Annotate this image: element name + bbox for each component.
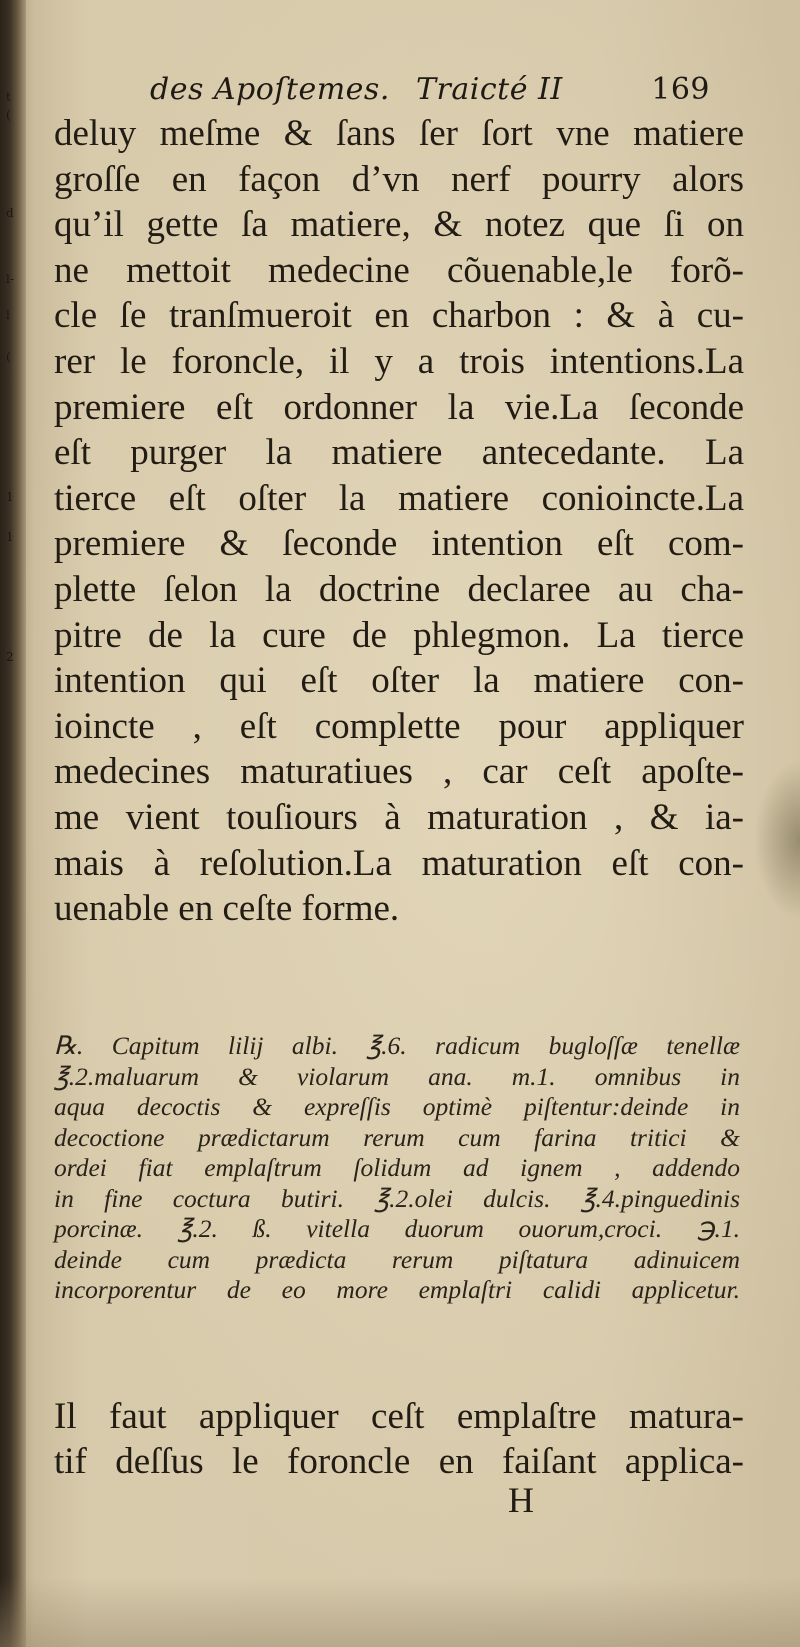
gutter-letter: (: [6, 108, 11, 122]
text-line: uenable en ceſte forme.: [54, 888, 400, 930]
text-line: medecines maturatiues , car ceſt apoſte-: [54, 751, 744, 793]
text-line: tif deſſus le foroncle en faiſant applica-: [54, 1441, 744, 1482]
page-bottom-shade: [0, 1577, 800, 1647]
gutter-letter: 1: [6, 490, 14, 504]
gutter-letter: l-: [6, 272, 14, 286]
recipe-line: ℞. Capitum lilij albi. ℥.6. radicum bugloſſæ tenellæ: [54, 1031, 740, 1060]
text-line: Il faut appliquer ceſt emplaſtre matura-: [54, 1396, 744, 1437]
header-title: des Apoſtemes.: [150, 72, 390, 107]
text-line: rer le foroncle, il y a trois intentions.La: [54, 340, 744, 382]
text-line: plette ſelon la doctrine declaree au cha-: [54, 568, 744, 610]
text-line: ioincte , eſt complette pour appliquer: [54, 705, 744, 747]
text-line: eſt purger la matiere antecedante. La: [54, 432, 744, 474]
text-line: pitre de la cure de phlegmon. La tierce: [54, 614, 744, 656]
recipe-block: [54, 1031, 740, 1306]
gutter-letter: 1: [6, 530, 14, 544]
recipe-line: incorporentur de eo more emplaſtri calidi applicetur.: [54, 1275, 740, 1304]
text-line: qu’il gette ſa matiere, & notez que ſi on: [54, 204, 744, 246]
text-line: groſſe en façon d’vn nerf pourry alors: [54, 158, 744, 200]
gutter-letter: t: [6, 90, 11, 104]
text-line: deluy meſme & ſans ſer ſort vne matiere: [54, 113, 744, 154]
page-stain: [754, 760, 800, 920]
text-line: tierce eſt oſter la matiere conioincte.La: [54, 477, 744, 519]
gutter-letter: d: [6, 206, 14, 220]
binding-gutter: [0, 0, 26, 1647]
recipe-line: in fine coctura butiri. ℥.2.olei dulcis. ℥.4.pinguedinis: [54, 1183, 740, 1213]
text-line: me vient touſiours à maturation , & ia-: [54, 796, 744, 838]
text-line: premiere eſt ordonner la vie.La ſeconde: [54, 386, 744, 428]
header-treatise: Traicté II: [416, 72, 563, 107]
gutter-letter: 2: [6, 650, 14, 664]
recipe-line: porcinæ. ℥.2. ß. vitella duorum ouorum,croci. ℈.1.: [54, 1214, 740, 1243]
recipe-line: ordei fiat emplaſtrum ſolidum ad ignem , addendo: [54, 1153, 740, 1182]
recipe-line: aqua decoctis & expreſſis optimè piſtentur:deinde in: [54, 1092, 740, 1121]
text-line: mais à reſolution.La maturation eſt con-: [54, 842, 744, 884]
page-number: 169: [651, 72, 710, 107]
recipe-line: decoctione prædictarum rerum cum farina tritici &: [54, 1122, 740, 1152]
main-paragraph: [54, 111, 744, 932]
gutter-letter: (: [6, 350, 11, 364]
running-header: [150, 72, 710, 116]
text-line: intention qui eſt oſter la matiere con-: [54, 660, 744, 702]
signature-mark: H: [508, 1480, 534, 1520]
gutter-letter: l: [6, 308, 10, 322]
text-line: cle ſe tranſmueroit en charbon : & à cu-: [54, 295, 744, 337]
closing-paragraph: [54, 1394, 744, 1484]
recipe-line: deinde cum prædicta rerum piſtatura adinuicem: [54, 1244, 740, 1274]
text-line: premiere & ſeconde intention eſt com-: [54, 523, 744, 565]
text-line: ne mettoit medecine cõuenable,le forõ-: [54, 249, 744, 291]
recipe-line: ℥.2.maluarum & violarum ana. m.1. omnibus in: [54, 1061, 740, 1091]
